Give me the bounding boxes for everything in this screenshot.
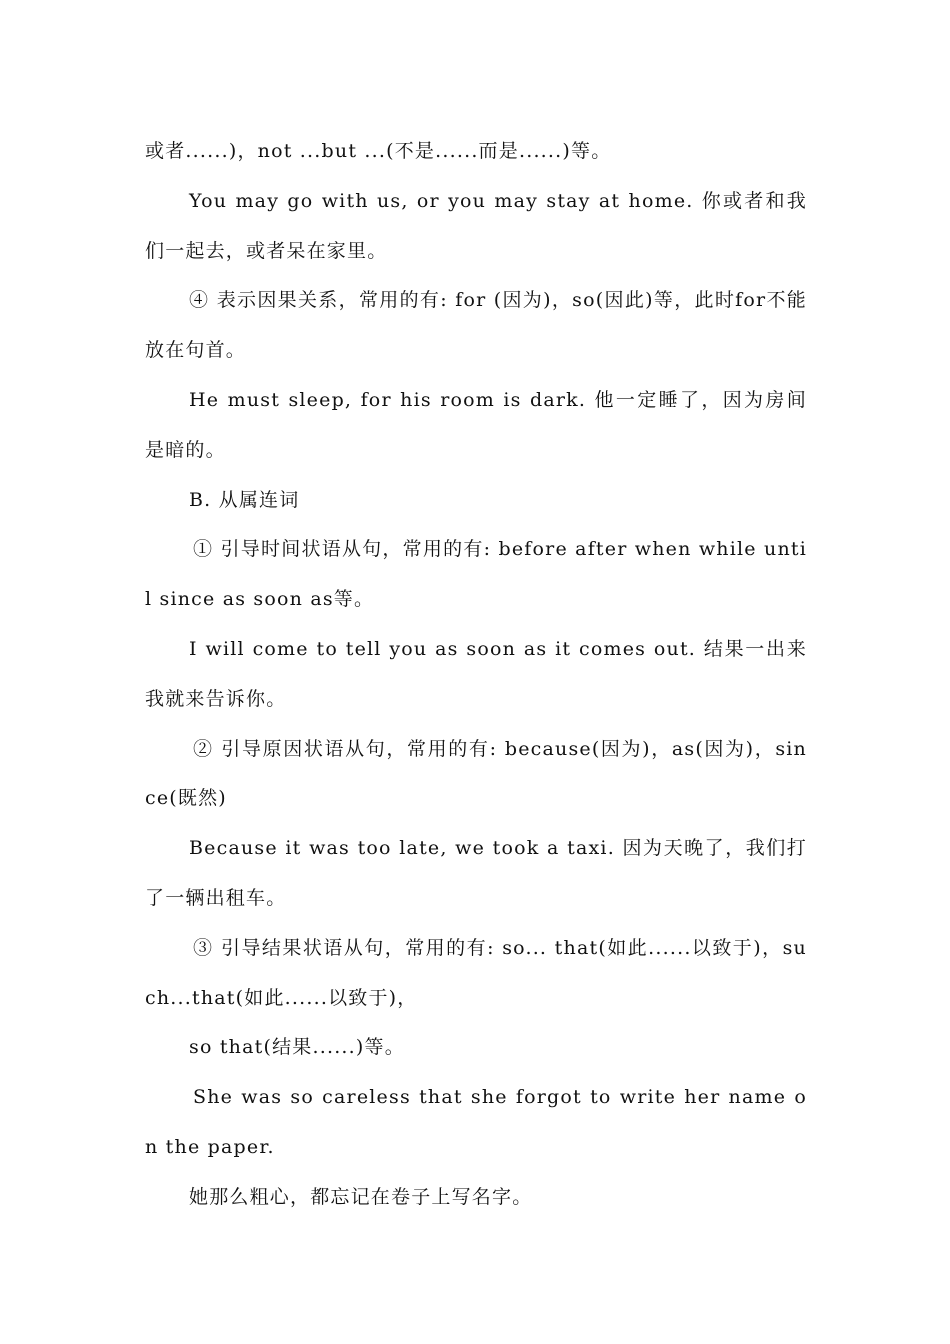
paragraph-time-clause: ① 引导时间状语从句，常用的有: before after when while until since as soon as等。 — [145, 538, 807, 611]
paragraph-example-because: Because it was too late, we took a taxi. 因为天晚了，我们打了一辆出租车。 — [145, 837, 807, 909]
paragraph-example-as-soon-as: I will come to tell you as soon as it comes out. 结果一出来我就来告诉你。 — [145, 637, 807, 710]
document-body — [145, 127, 807, 1223]
section-heading-subordinating: B. 从属连词 — [189, 488, 300, 511]
paragraph-result-clause: ③ 引导结果状语从句，常用的有: so... that(如此......以致于)，such...that(如此......以致于)， — [145, 936, 807, 1009]
paragraph-causal-conjunctions: ④ 表示因果关系，常用的有: for (因为)，so(因此)等，此时for不能放在句首。 — [145, 289, 807, 362]
paragraph-example-so-that: She was so careless that she forgot to write her name on the paper. — [145, 1086, 807, 1158]
paragraph-reason-clause: ② 引导原因状语从句，常用的有: because(因为)，as(因为)，since(既然) — [145, 737, 807, 810]
paragraph-example-or: You may go with us, or you may stay at home. 你或者和我们一起去，或者呆在家里。 — [145, 189, 807, 262]
paragraph-continuation: 或者......)，not ...but ...(不是......而是......)等。 — [145, 140, 612, 162]
paragraph-example-translation: 她那么粗心，都忘记在卷子上写名字。 — [189, 1185, 533, 1208]
paragraph-example-for: He must sleep, for his room is dark. 他一定睡了，因为房间是暗的。 — [145, 388, 807, 461]
paragraph-so-that: so that(结果......)等。 — [189, 1036, 405, 1059]
